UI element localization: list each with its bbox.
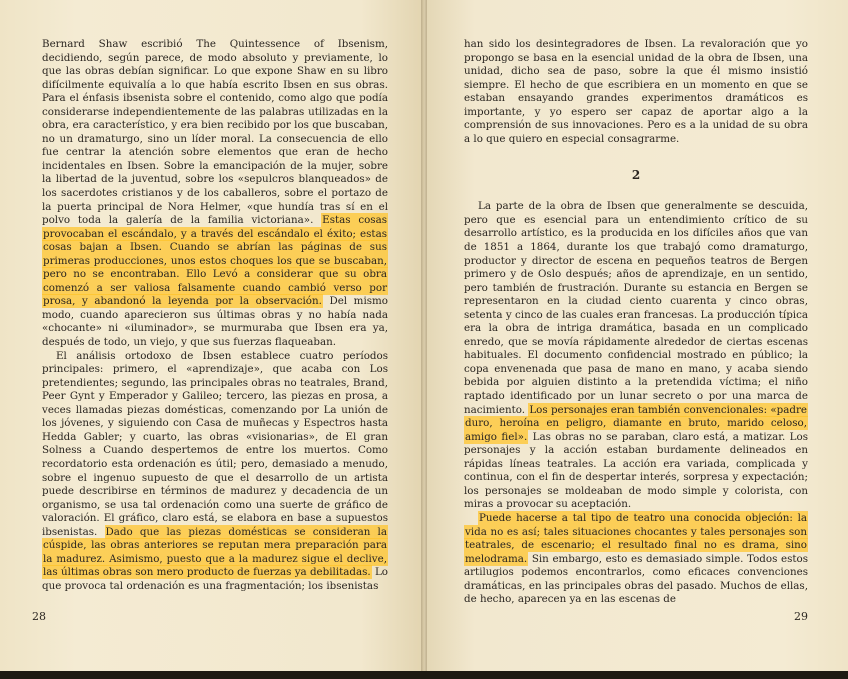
paragraph	[464, 512, 808, 607]
highlighted-text: Dado que las piezas domésticas se consideran la cúspide, las obras anteriores se reputan mera preparación para la madurez. Asimismo, puesto que a la madurez sigue el declive, las últimas obras son mero producto de fuerzas ya debilitadas.	[43, 525, 387, 579]
body-text: La parte de la obra de Ibsen que generalmente se descuida, pero que es esencial para un entendimiento crítico de su desarrollo artístico, es la producida en los difíciles años que van de 1851 a 1864, durante los que trabajó como dramaturgo, productor y director de escena en pequeños teatros de Bergen primero y de Oslo después; años de aprendizaje, en un sentido, pero también de frustración. Durante su estancia en Bergen se representaron en la ciudad ciento cuarenta y cinco obras, setenta y cinco de las cuales eran francesas. La producción típica era la obra de intriga dramática, basada en un complicado enredo, que se movía rápidamente alrededor de ciertas escenas habituales. El documento confidencial mostrado en público; la copa envenenada que pasa de mano en mano, y acaba siendo bebida por alguien distinto a la pretendida víctima; el niño raptado identificado por un lunar secreto o por una marca de nacimiento.	[464, 200, 808, 416]
paragraph	[464, 200, 808, 512]
right-page-top-text	[464, 38, 808, 146]
body-text: Las obras no se paraban, claro está, a matizar. Los personajes y la acción estaban burdamente delineados en rápidas líneas teatrales. La acción era variada, complicada y continua, con el fin de despertar interés, sorpresa y expectación; los personajes se moldeaban de modo simple y colorista, con miras a provocar su aceptación.	[464, 430, 809, 511]
book-gutter	[421, 0, 427, 679]
page-number-left: 28	[32, 610, 46, 623]
highlighted-text: Estas cosas provocaban el escándalo, y a través del escándalo el éxito; estas cosas bajan a Ibsen. Cuando se abrían las páginas de sus primeras producciones, unos estos choques los que se buscaban, pero no se encontraban. Ello Levó a considerar que su obra comenzó a ser valiosa falsamente cuando cambió verso por prosa, y abandonó la leyenda por la observación.	[43, 214, 387, 308]
body-text: Lo que provoca tal ordenación es una fragmentación; los ibsenistas	[42, 566, 389, 592]
body-text: Bernard Shaw escribió The Quintessence of Ibsenism, decidiendo, según parece, de modo absoluto y previamente, lo que las obras debían significar. Lo que expone Shaw en su libro difícilmente equivalía a lo que había escrito Ibsen en sus obras. Para el énfasis ibsenista sobre el contenido, como algo que podía considerarse independientemente de las palabras utilizadas en la obra, era característico, y era bien recibido por los que buscaban, no un dramaturgo, sino un líder moral. La consecuencia de ello fue centrar la atención sobre elementos que eran de hecho incidentales en Ibsen. Sobre la emancipación de la mujer, sobre la libertad de la juventud, sobre los «sepulcros blanqueados» de los sacerdotes cristianos y de los caballeros, sobre el portazo de la puerta principal de Nora Helmer, «que hundía tras sí en el polvo toda la galería de la familia victoriana».	[42, 38, 388, 227]
paragraph	[42, 350, 388, 594]
page-bottom-edge	[0, 671, 848, 679]
body-text: han sido los desintegradores de Ibsen. La revaloración que yo propongo se basa en la esencial unidad de la obra de Ibsen, una unidad, dicho sea de paso, sobre la que él mismo insistió siempre. El hecho de que escribiera en un momento en que se estaban ensayando grandes experimentos dramáticos es importante, y yo espero ser capaz de aportar algo a la comprensión de sus innovaciones. Pero es a la unidad de su obra a lo que quiero en especial consagrarme.	[464, 38, 808, 145]
body-text: Sin embargo, esto es demasiado simple. Todos estos artilugios podemos encontrarlos, como eficaces convenciones dramáticas, en las principales obras del pasado. Muchos de ellas, de hecho, aparecen ya en las escenas de	[464, 552, 808, 606]
paragraph	[42, 38, 388, 350]
right-page	[424, 0, 848, 679]
left-page-body	[42, 38, 388, 593]
highlighted-text: Los personajes eran también convencionales: «padre duro, heroína en peligro, diamante en bruto, marido celoso, amigo fiel».	[465, 403, 807, 443]
highlighted-text: Puede hacerse a tal tipo de teatro una conocida objeción: la vida no es así; tales situaciones chocantes y tales personajes son teatrales, de escenario; el resultado final no es drama, sino melodrama.	[465, 511, 807, 565]
right-page-section-text	[464, 200, 808, 606]
body-text: Del mismo modo, cuando aparecieron sus últimas obras y no había nada «chocante» ni «iluminador», se murmuraba que Ibsen era ya, después de todo, un viejo, y que sus fuerzas flaqueaban.	[42, 295, 388, 349]
page-number-right: 29	[794, 610, 808, 623]
paragraph	[464, 38, 808, 146]
body-text: El análisis ortodoxo de Ibsen establece cuatro períodos principales: primero, el «aprendizaje», que acaba con Los pretendientes; segundo, las principales obras no teatrales, Brand, Peer Gynt y Emperador y Galileo; tercero, las piezas en prosa, a veces llamadas piezas domésticas, comenzando por La unión de los jóvenes, y siguiendo con Casa de muñecas y Espectros hasta Hedda Gabler; y cuarto, las obras «visionarias», de El gran Solness a Cuando despertemos de entre los muertos. Como recordatorio esta ordenación es útil; pero, demasiado a menudo, sobre el ingenuo supuesto de que el desarrollo de un artista puede describirse en términos de madurez y decadencia de un organismo, se usa tal ordenación como una suerte de gráfico de valoración. El gráfico, claro está, se elabora en base a supuestos ibsenistas.	[42, 349, 388, 538]
section-number: 2	[631, 168, 641, 183]
